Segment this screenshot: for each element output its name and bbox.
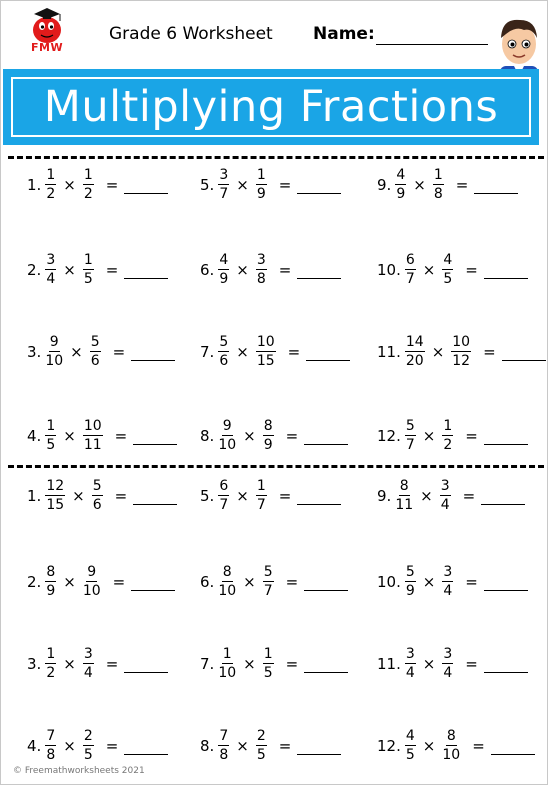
problem-number: 1. [27,175,42,194]
denominator: 2 [83,186,93,202]
logo-text: FMW [31,41,64,54]
numerator: 4 [443,252,453,268]
numerator: 1 [263,646,273,662]
times-sign: × [236,736,249,755]
fraction [451,334,471,369]
fraction [433,167,444,202]
times-sign: × [63,260,76,279]
denominator: 5 [443,271,453,287]
problem-number: 2. [27,572,42,591]
problem-item [200,167,341,202]
times-sign: × [236,260,249,279]
answer-blank[interactable] [304,580,348,591]
denominator: 4 [46,271,56,287]
numerator: 6 [405,252,415,268]
numerator: 2 [83,728,93,744]
numerator: 3 [440,478,450,494]
fraction [45,728,56,763]
times-sign: × [63,572,76,591]
fraction [256,167,267,202]
denominator: 5 [83,747,93,763]
answer-blank[interactable] [306,350,350,361]
equals-sign: = [462,486,476,505]
numerator: 5 [219,334,229,350]
fraction [90,334,101,369]
times-sign: × [236,486,249,505]
copyright-footer: © Freemathworksheets 2021 [13,766,145,776]
denominator: 10 [82,583,101,599]
times-sign: × [422,654,436,673]
fraction [405,728,416,763]
denominator: 5 [263,665,273,681]
numerator: 10 [452,334,471,350]
denominator: 8 [46,747,56,763]
problem-item [377,478,525,513]
denominator: 6 [90,353,100,369]
problem-number: 12. [377,426,401,445]
numerator: 3 [405,646,415,662]
answer-blank[interactable] [491,744,535,755]
fraction [263,418,274,453]
numerator: 1 [256,167,266,183]
denominator: 7 [219,186,229,202]
section-divider [8,465,544,468]
denominator: 11 [395,497,414,513]
denominator: 2 [443,437,453,453]
denominator: 4 [83,665,93,681]
problem-number: 5. [200,175,215,194]
problem-item [200,252,341,287]
equals-sign: = [278,260,292,279]
denominator: 9 [46,583,56,599]
answer-blank[interactable] [124,268,168,279]
numerator: 8 [222,564,232,580]
denominator: 15 [256,353,275,369]
denominator: 10 [218,583,237,599]
times-sign: × [422,260,436,279]
equals-sign: = [287,342,301,361]
answer-blank[interactable] [297,744,341,755]
equals-sign: = [285,426,299,445]
denominator: 20 [405,353,424,369]
numerator: 4 [405,728,415,744]
numerator: 4 [219,252,229,268]
problem-item [377,167,518,202]
equals-sign: = [285,654,299,673]
denominator: 8 [256,271,266,287]
times-sign: × [63,736,76,755]
numerator: 7 [46,728,56,744]
fraction [442,252,453,287]
problem-number: 2. [27,260,42,279]
answer-blank[interactable] [484,662,528,673]
denominator: 9 [219,271,229,287]
fraction [256,478,267,513]
fraction [218,167,229,202]
problem-number: 11. [377,654,401,673]
numerator: 3 [219,167,229,183]
times-sign: × [63,175,76,194]
equals-sign: = [465,260,478,279]
times-sign: × [420,486,433,505]
denominator: 5 [46,437,56,453]
grade-label: Grade 6 Worksheet [109,24,273,44]
answer-blank[interactable] [304,434,348,445]
problem-number: 3. [27,342,42,361]
numerator: 1 [46,418,56,434]
answer-blank[interactable] [133,494,177,505]
numerator: 1 [83,252,93,268]
denominator: 10 [218,665,237,681]
fraction [92,478,103,513]
denominator: 9 [263,437,273,453]
fraction [83,728,94,763]
numerator: 6 [219,478,229,494]
numerator: 1 [256,478,266,494]
problem-item [27,564,175,599]
times-sign: × [63,426,76,445]
equals-sign: = [278,486,292,505]
problem-item [27,646,168,681]
fraction [218,728,229,763]
times-sign: × [236,342,249,361]
problem-item [377,646,528,681]
problem-item [200,478,341,513]
denominator: 4 [443,665,453,681]
denominator: 4 [405,665,415,681]
times-sign: × [422,572,436,591]
section-divider [8,156,544,159]
name-label: Name: [313,24,375,44]
problem-item [27,418,177,453]
problem-item [377,564,528,599]
numerator: 9 [87,564,97,580]
equals-sign: = [105,654,119,673]
times-sign: × [243,426,256,445]
numerator: 1 [46,646,56,662]
denominator: 5 [405,747,415,763]
equals-sign: = [105,736,119,755]
numerator: 3 [256,252,266,268]
denominator: 10 [45,353,64,369]
denominator: 9 [405,583,415,599]
answer-blank[interactable] [297,494,341,505]
problem-number: 7. [200,342,215,361]
fraction [83,252,94,287]
numerator: 8 [263,418,273,434]
answer-blank[interactable] [484,434,528,445]
fraction [218,334,229,369]
fraction [263,564,274,599]
fraction [218,478,229,513]
numerator: 12 [46,478,65,494]
equals-sign: = [465,426,478,445]
problem-item [200,418,348,453]
equals-sign: = [483,342,496,361]
problem-item [27,478,177,513]
problem-item [27,334,175,369]
denominator: 8 [433,186,443,202]
problem-number: 10. [377,572,401,591]
denominator: 11 [83,437,102,453]
fraction [218,252,229,287]
equals-sign: = [285,572,299,591]
denominator: 9 [396,186,406,202]
problem-number: 5. [200,486,215,505]
answer-blank[interactable] [481,494,525,505]
answer-blank[interactable] [124,744,168,755]
problem-item [27,728,168,763]
problem-item [377,418,528,453]
fraction [395,478,413,513]
denominator: 7 [405,437,415,453]
numerator: 5 [405,564,415,580]
fraction [440,478,451,513]
fraction [442,728,460,763]
times-sign: × [243,654,256,673]
answer-blank[interactable] [131,580,175,591]
equals-sign: = [278,175,292,194]
denominator: 7 [219,497,229,513]
denominator: 7 [405,271,415,287]
numerator: 9 [222,418,232,434]
numerator: 8 [399,478,409,494]
numerator: 8 [46,564,56,580]
fraction [405,418,416,453]
equals-sign: = [112,572,126,591]
fraction [45,167,56,202]
fraction [405,564,416,599]
fraction [218,564,236,599]
equals-sign: = [105,260,119,279]
equals-sign: = [472,736,485,755]
times-sign: × [70,342,83,361]
answer-blank[interactable] [484,268,528,279]
numerator: 1 [222,646,232,662]
times-sign: × [431,342,445,361]
fraction [256,252,267,287]
denominator: 2 [46,186,56,202]
times-sign: × [422,736,436,755]
problem-item [200,728,341,763]
numerator: 10 [83,418,102,434]
fraction [45,418,56,453]
denominator: 7 [256,497,266,513]
answer-blank[interactable] [124,183,168,194]
fraction [83,167,94,202]
denominator: 4 [440,497,450,513]
fraction [442,418,453,453]
numerator: 4 [396,167,406,183]
numerator: 5 [90,334,100,350]
numerator: 9 [49,334,59,350]
denominator: 10 [442,747,461,763]
equals-sign: = [465,572,478,591]
answer-blank[interactable] [133,434,177,445]
problem-item [27,167,168,202]
fraction [83,418,103,453]
denominator: 9 [256,186,266,202]
problem-number: 12. [377,736,401,755]
fraction [83,564,101,599]
times-sign: × [236,175,249,194]
denominator: 2 [46,665,56,681]
problem-number: 1. [27,486,42,505]
times-sign: × [422,426,436,445]
answer-blank[interactable] [124,662,168,673]
denominator: 6 [219,353,229,369]
equals-sign: = [114,486,128,505]
problem-number: 7. [200,654,215,673]
fraction [45,564,56,599]
numerator: 5 [263,564,273,580]
equals-sign: = [278,736,292,755]
problem-item [377,334,546,369]
numerator: 7 [219,728,229,744]
name-blank-line [376,44,488,45]
answer-blank[interactable] [131,350,175,361]
fraction [405,252,416,287]
problem-number: 9. [377,175,392,194]
numerator: 1 [46,167,56,183]
problem-item [200,564,348,599]
problem-number: 4. [27,736,42,755]
answer-blank[interactable] [484,580,528,591]
denominator: 5 [83,271,93,287]
fraction [45,252,56,287]
times-sign: × [243,572,256,591]
problem-item [27,252,168,287]
fraction [405,646,416,681]
equals-sign: = [114,426,128,445]
denominator: 7 [263,583,273,599]
numerator: 3 [46,252,56,268]
denominator: 15 [46,497,65,513]
problem-item [377,252,528,287]
problem-item [200,334,350,369]
times-sign: × [413,175,426,194]
numerator: 3 [443,564,453,580]
answer-blank[interactable] [297,268,341,279]
problem-number: 6. [200,260,215,279]
problem-number: 6. [200,572,215,591]
fraction [83,646,94,681]
numerator: 1 [433,167,443,183]
times-sign: × [63,654,76,673]
fraction [256,728,267,763]
answer-blank[interactable] [474,183,518,194]
fraction [218,418,236,453]
problem-number: 10. [377,260,401,279]
equals-sign: = [455,175,469,194]
problem-number: 3. [27,654,42,673]
numerator: 8 [446,728,456,744]
numerator: 10 [256,334,275,350]
numerator: 5 [405,418,415,434]
answer-blank[interactable] [297,183,341,194]
denominator: 10 [218,437,237,453]
problem-item [200,646,348,681]
equals-sign: = [105,175,119,194]
denominator: 5 [256,747,266,763]
problem-number: 9. [377,486,392,505]
problem-number: 8. [200,426,215,445]
fraction [395,167,406,202]
denominator: 6 [92,497,102,513]
problem-number: 4. [27,426,42,445]
answer-blank[interactable] [502,350,546,361]
fraction [218,646,236,681]
numerator: 14 [405,334,424,350]
problem-number: 8. [200,736,215,755]
problem-item [377,728,535,763]
numerator: 5 [92,478,102,494]
numerator: 1 [83,167,93,183]
numerator: 3 [443,646,453,662]
numerator: 3 [83,646,93,662]
denominator: 4 [443,583,453,599]
equals-sign: = [112,342,126,361]
numerator: 2 [256,728,266,744]
fraction [45,334,63,369]
fraction [405,334,425,369]
denominator: 12 [452,353,471,369]
fraction [45,478,65,513]
numerator: 1 [443,418,453,434]
problem-number: 11. [377,342,401,361]
fraction [442,646,453,681]
fraction [45,646,56,681]
equals-sign: = [465,654,478,673]
fraction [256,334,276,369]
denominator: 8 [219,747,229,763]
page-title: Multiplying Fractions [43,82,499,132]
fraction [263,646,274,681]
answer-blank[interactable] [304,662,348,673]
fraction [442,564,453,599]
times-sign: × [72,486,85,505]
